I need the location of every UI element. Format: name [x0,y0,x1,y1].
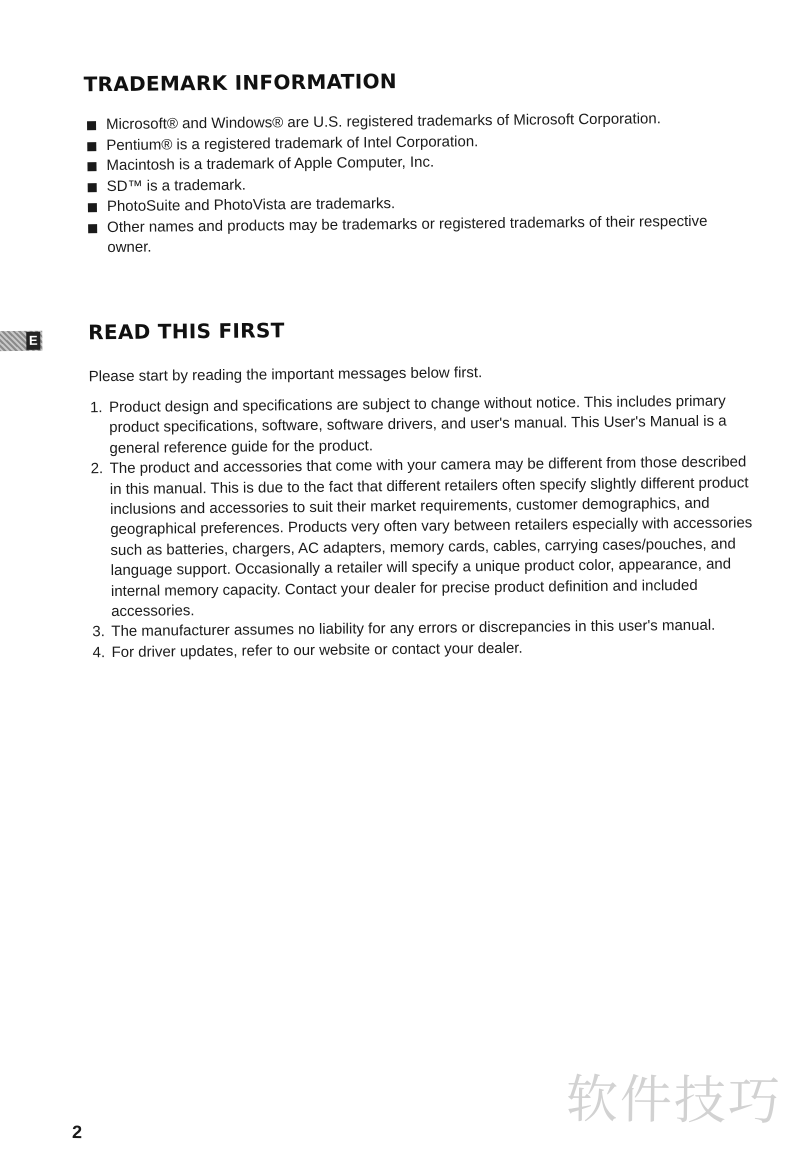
read-first-list [89,391,762,663]
numbered-item: 4. For driver updates, refer to our website or contact your dealer. [92,639,523,662]
trademark-item: Microsoft® and Windows® are U.S. registered trademarks of Microsoft Corporation. [86,108,736,135]
square-bullet-icon [88,183,97,192]
trademark-item: SD™ is a trademark. [87,170,737,197]
square-bullet-icon [87,162,96,171]
watermark: 软件技巧 [565,1069,783,1133]
read-first-heading: READ THIS FIRST [88,318,285,345]
square-bullet-icon [87,121,96,130]
trademark-item: Macintosh is a trademark of Apple Computer, Inc. [86,149,736,176]
language-tab: E [0,331,42,351]
trademark-item: Pentium® is a registered trademark of Intel Corporation. [86,129,736,156]
square-bullet-icon [88,224,97,233]
numbered-item: 1. Product design and specifications are subject to change without notice. This includes primary product specifications, software, software drivers, and user's manual. This User's Manual is a general reference guide for the product. [89,392,727,457]
read-first-intro: Please start by reading the important messages below first. [88,364,483,386]
trademark-item: Other names and products may be trademarks or registered trademarks of their respective owner. [87,211,737,259]
square-bullet-icon [87,142,96,151]
page-number: 2 [71,1121,83,1143]
trademark-item: PhotoSuite and PhotoVista are trademarks. [87,190,737,217]
numbered-item: 2. The product and accessories that come with your camera may be different from those described in this manual. This is due to the fact that different retailers often specify slightly different product inclusions and accessories to suit their market requirements, customer demographics, and geographical preferences. Products very often vary between retailers especially with accessories such as batteries, chargers, AC adapters, memory cards, cables, carrying cases/pouches, and language support. Occasionally a retailer will specify a unique product color, appearance, and internal memory capacity. Contact your dealer for precise product definition and included accessories. [90,453,753,621]
trademark-heading: TRADEMARK INFORMATION [83,69,397,97]
square-bullet-icon [88,203,97,212]
trademark-list [86,108,737,258]
numbered-item: 3. The manufacturer assumes no liability for any errors or discrepancies in this user's manual. [92,617,716,641]
